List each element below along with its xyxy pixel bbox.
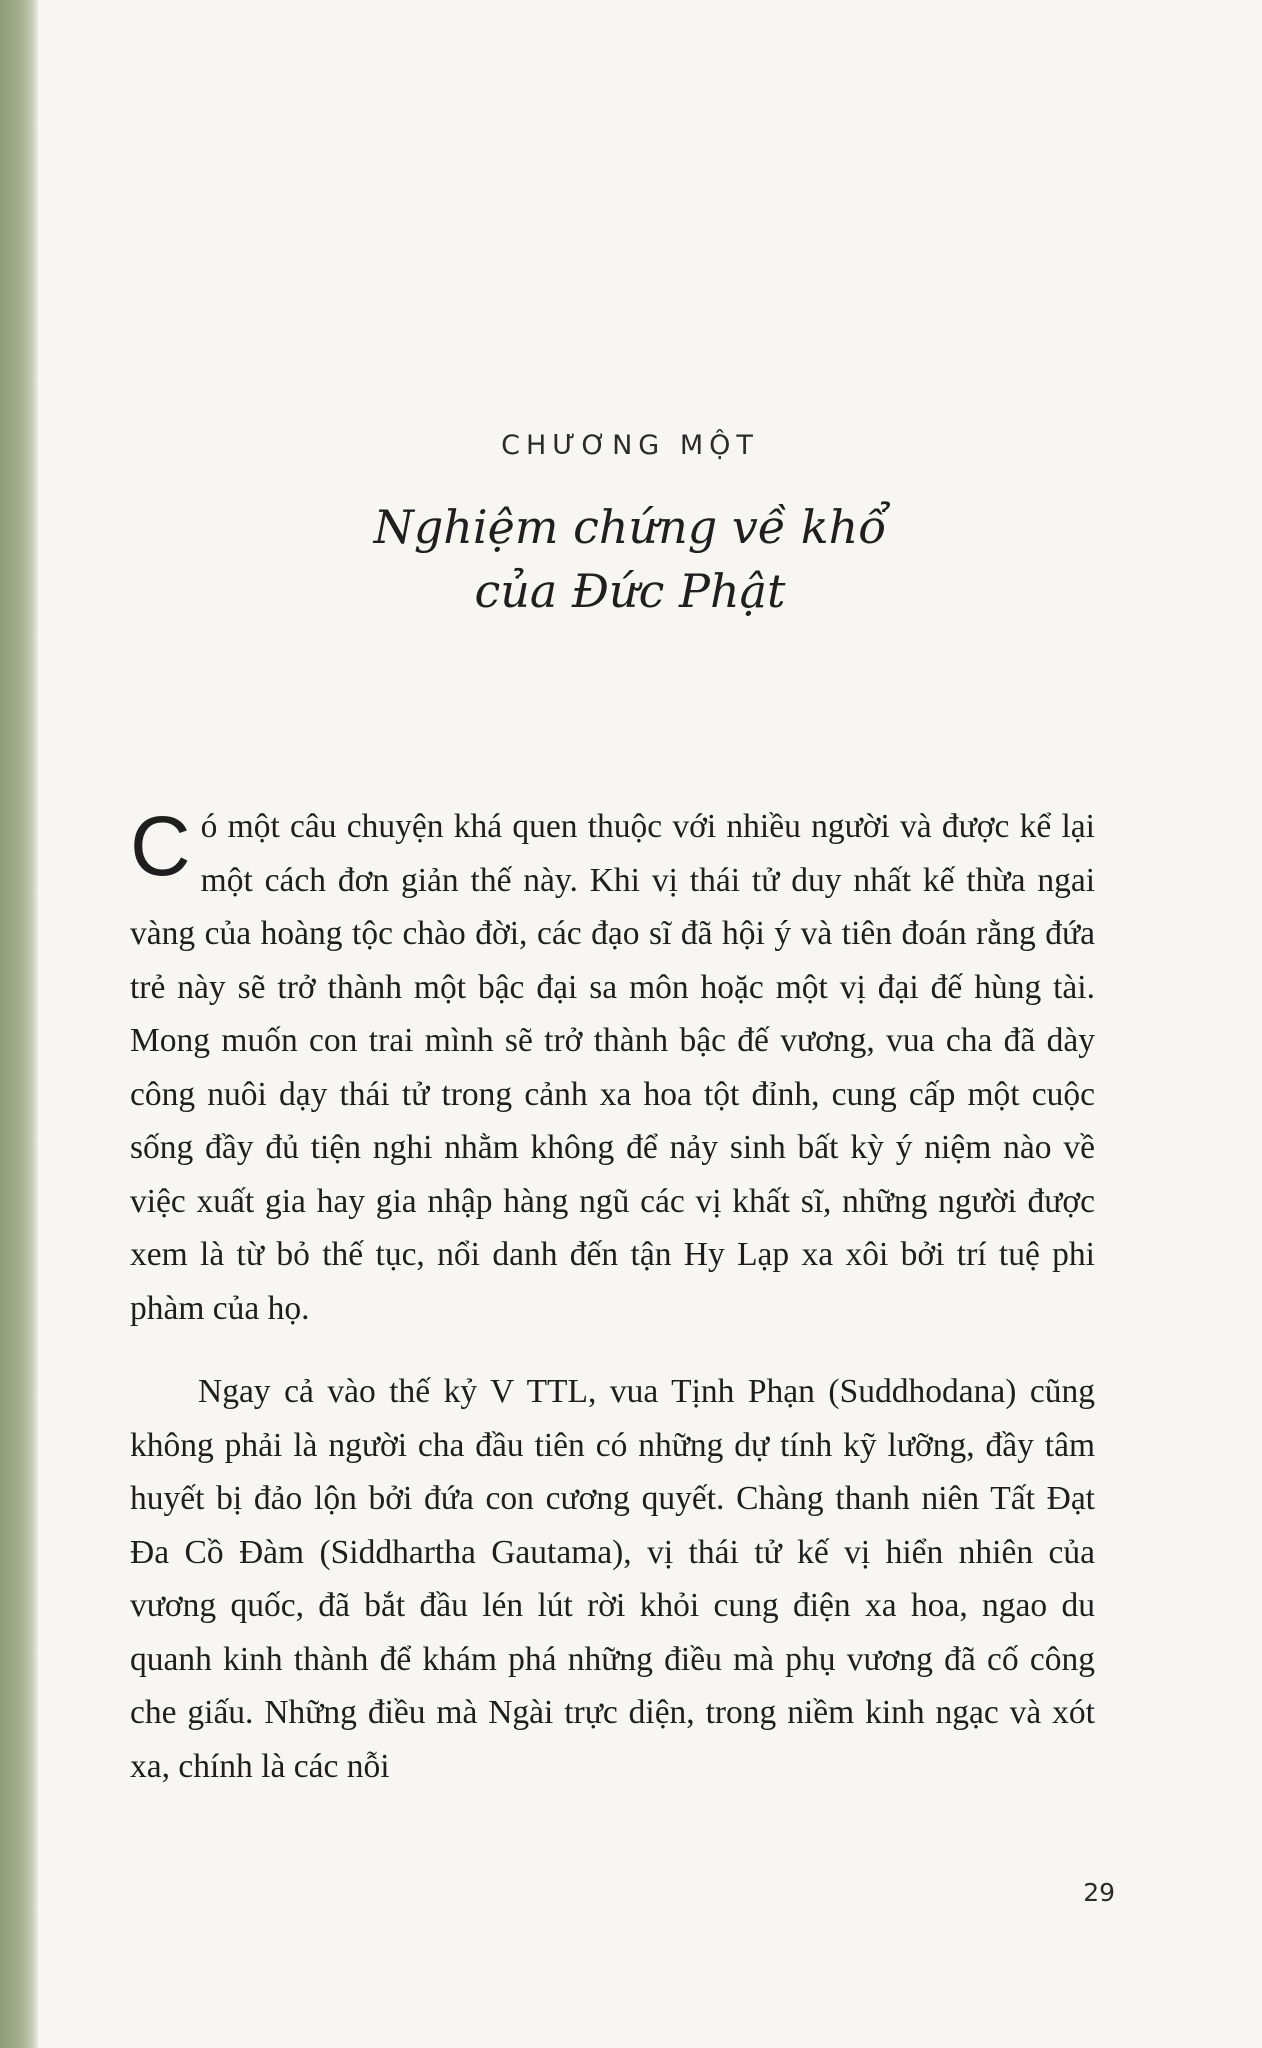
paragraph-2: Ngay cả vào thế kỷ V TTL, vua Tịnh Phạn (Suddhodana) cũng không phải là người cha đầu tiên có những dự tính kỹ lưỡng, đầy tâm huyết bị đảo lộn bởi đứa con cương quyết. Chàng thanh niên Tất Đạt Đa Cồ Đàm (Siddhartha Gautama), vị thái tử kế vị hiển nhiên của vương quốc, đã bắt đầu lén lút rời khỏi cung điện xa hoa, ngao du quanh kinh thành để khám phá những điều mà phụ vương đã cố công che giấu. Những điều mà Ngài trực diện, trong niềm kinh ngạc và xót xa, chính là các nỗi xyxy=(130,1373,1095,1785)
drop-cap: C xyxy=(130,799,191,893)
chapter-title-line-1: Nghiệm chứng về khổ xyxy=(373,500,887,554)
chapter-label: CHƯƠNG MỘT xyxy=(501,430,759,461)
paragraph-1 xyxy=(130,800,1095,1335)
page-number: 29 xyxy=(1083,1878,1115,1907)
body-text xyxy=(130,800,1095,1793)
book-spine-edge xyxy=(0,0,38,2048)
chapter-title-line-2: của Đức Phật xyxy=(474,564,786,618)
chapter-title xyxy=(280,495,980,623)
paragraph-1-text: ó một câu chuyện khá quen thuộc với nhiều người và được kể lại một cách đơn giản thế này. Khi vị thái tử duy nhất kế thừa ngai vàng của hoàng tộc chào đời, các đạo sĩ đã hội ý và tiên đoán rằng đứa trẻ này sẽ trở thành một bậc đại sa môn hoặc một vị đại đế hùng tài. Mong muốn con trai mình sẽ trở thành bậc đế vương, vua cha đã dày công nuôi dạy thái tử trong cảnh xa hoa tột đỉnh, cung cấp một cuộc sống đầy đủ tiện nghi nhằm không để nảy sinh bất kỳ ý niệm nào về việc xuất gia hay gia nhập hàng ngũ các vị khất sĩ, những người được xem là từ bỏ thế tục, nổi danh đến tận Hy Lạp xa xôi bởi trí tuệ phi phàm của họ. xyxy=(130,808,1095,1327)
